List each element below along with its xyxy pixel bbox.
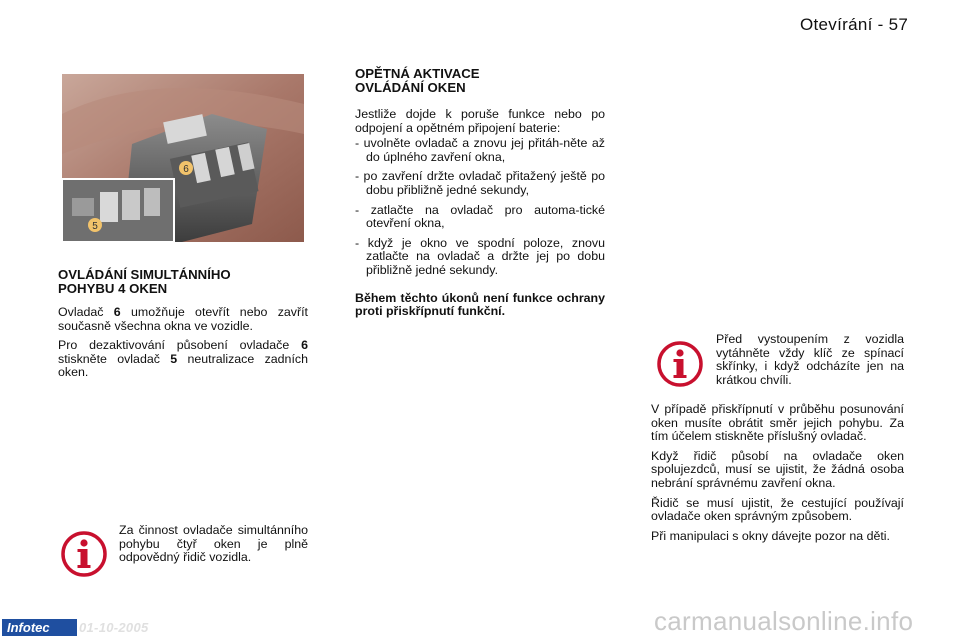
middle-body — [355, 108, 605, 325]
callout-6-label: 6 — [183, 164, 189, 175]
middle-warning: Během těchto úkonů není funkce ochrany proti přiskřípnutí funkční. — [355, 290, 605, 319]
left-paragraph-1: Ovladač 6 umožňuje otevřít nebo zavřít současně všechna okna ve vozidle. — [58, 305, 308, 333]
middle-step-2: - po zavření držte ovladač přitažený ještě po dobu přibližně jedné sekundy, — [355, 169, 605, 197]
right-paragraph-2: Když řidič působí na ovladače oken spolujezdců, musí se ujistit, že žádná osoba nebrání správnému zavření okna. — [651, 448, 904, 490]
left-heading-line2: POHYBU 4 OKEN — [58, 281, 168, 296]
infotec-logo — [2, 619, 77, 636]
right-paragraph-1: V případě přiskřípnutí v průběhu posunování oken musíte obrátit směr jejich pohybu. Za tím účelem stiskněte příslušný ovladač. — [651, 402, 904, 444]
info-icon — [656, 340, 704, 388]
right-info-text: Před vystoupením z vozidla vytáhněte vždy klíč ze spínací skřínky, i když odcházíte jen na krátkou chvíli. — [716, 332, 904, 387]
left-body — [58, 306, 308, 386]
info-icon-right — [656, 340, 704, 393]
page-header-title: Otevírání - 57 — [800, 15, 909, 34]
footer-date: 01-10-2005 — [79, 620, 149, 635]
middle-heading-line1: OPĚTNÁ AKTIVACE — [355, 66, 480, 81]
door-panel-illustration — [62, 74, 304, 242]
middle-step-4: - když je okno ve spodní poloze, znovu zatlačte na ovladač a držte jej po dobu přibližně jedné sekundy. — [355, 235, 605, 277]
middle-step-3: - zatlačte na ovladač pro automa-tické otevření okna, — [355, 202, 605, 231]
left-paragraph-2: Pro dezaktivování působení ovladače 6 stiskněte ovladač 5 neutralizace zadních oken. — [58, 338, 308, 380]
left-heading — [58, 268, 310, 296]
left-info-text: Za činnost ovladače simultánního pohybu čtyř oken je plně odpovědný řidič vozidla. — [119, 523, 308, 565]
middle-heading-line2: OVLÁDÁNÍ OKEN — [355, 80, 466, 95]
info-icon-left — [60, 530, 108, 583]
callout-5-label: 5 — [92, 221, 98, 232]
middle-intro: Jestliže dojde k poruše funkce nebo po odpojení a opětném připojení baterie: — [355, 107, 605, 135]
middle-heading — [355, 67, 605, 95]
left-heading-line1: OVLÁDÁNÍ SIMULTÁNNÍHO — [58, 267, 231, 282]
logo-text: Infotec — [7, 620, 50, 635]
right-body — [651, 403, 904, 549]
right-paragraph-4: Při manipulaci s okny dávejte pozor na děti. — [651, 528, 890, 543]
right-paragraph-3: Řidič se musí ujistit, že cestující používají ovladače oken správným způsobem. — [651, 495, 904, 524]
middle-step-1: - uvolněte ovladač a znovu jej přitáh-něte až do úplného zavření okna, — [355, 136, 605, 164]
info-icon — [60, 530, 108, 578]
watermark: carmanualsonline.info — [654, 606, 914, 636]
window-switch-photo — [62, 74, 304, 242]
